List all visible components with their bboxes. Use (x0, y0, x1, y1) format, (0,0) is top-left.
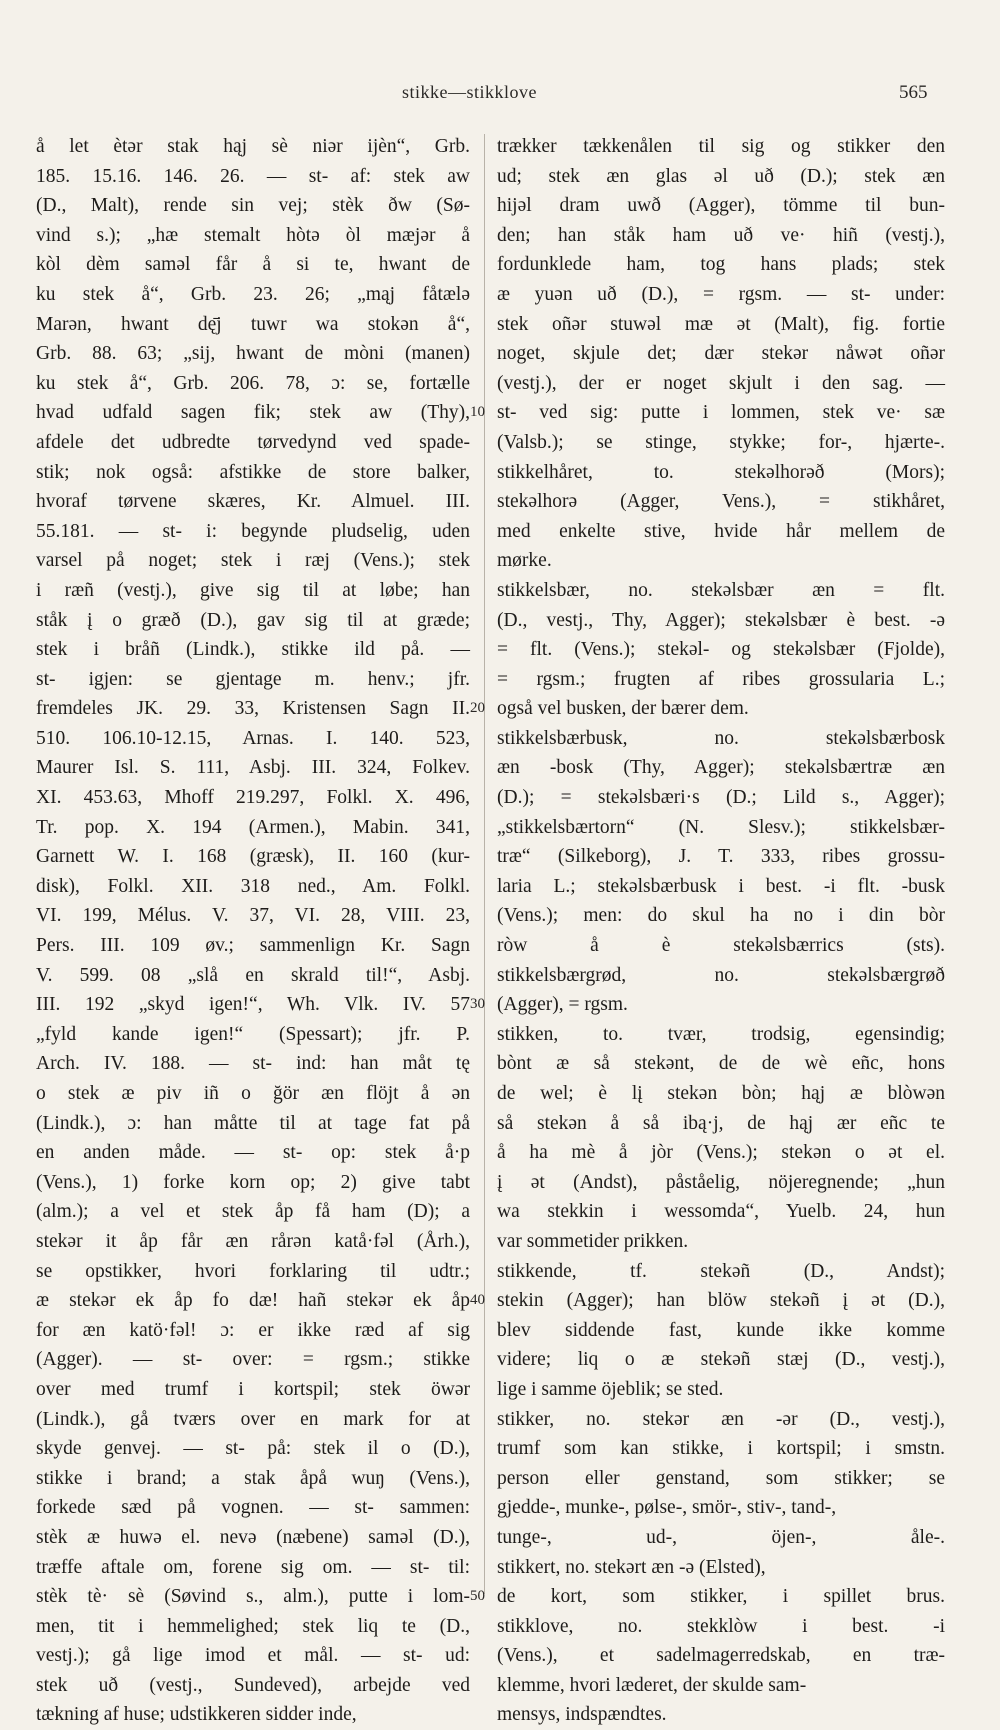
text-line: stikke i brand; a stak åpå wuŋ (Vens.), (36, 1467, 470, 1489)
text-line: vestj.); gå lige imod et mål. — st- ud: (36, 1645, 470, 1667)
text-line: (Vens.), et sadelmagerredskab, en træ- (497, 1645, 945, 1667)
text-line: stèk æ huwə el. nevə (næbene) saməl (D.), (36, 1526, 470, 1548)
text-line: stek uð (vestj., Sundeved), arbejde ved (36, 1674, 470, 1696)
text-line: ku stek å“, Grb. 23. 26; „mąj fåtælə (36, 283, 470, 305)
text-line: Maurer Isl. S. 111, Asbj. III. 324, Folkev. (36, 757, 470, 779)
text-line: stek oñər stuwəl mæ ət (Malt), fig. fortie (497, 313, 945, 335)
left-column (36, 132, 470, 1730)
text-line: tunge-, ud-, öjen-, åle-. (497, 1526, 945, 1548)
text-line: V. 599. 08 „slå en skrald til!“, Asbj. (36, 964, 470, 986)
running-title: stikke—stikklove (402, 82, 537, 102)
text-line: klemme, hvori læderet, der skulde sam- (497, 1674, 807, 1696)
text-line: over med trumf i kortspil; stek öwər (36, 1378, 470, 1400)
text-line: men, tit i hemmelighed; stek liq te (D., (36, 1615, 470, 1637)
text-line: (Agger). — st- over: = rgsm.; stikke (36, 1349, 470, 1371)
text-line: kòl dèm saməl får å si te, hwant de (36, 254, 470, 276)
page-number: 565 (899, 82, 928, 103)
line-number: 20 (470, 700, 485, 717)
text-line: stikkelsbærbusk, no. stekəlsbærbosk (497, 727, 945, 749)
text-line: æ stekər ek åp fo dæ! hañ stekər ek åp (36, 1290, 470, 1312)
text-line: VI. 199, Mélus. V. 37, VI. 28, VIII. 23, (36, 905, 470, 927)
text-line: (Valsb.); se stinge, stykke; for-, hjærte-. (497, 431, 945, 453)
text-line: den; han ståk ham uð ve· hiñ (vestj.), (497, 224, 945, 246)
text-line: stikklove, no. stekklòw i best. -i (497, 1615, 945, 1637)
text-line: laria L.; stekəlsbærbusk i best. -i flt. -busk (497, 875, 945, 897)
text-line: vind s.); „hæ stemalt hòtə òl mæjər å (36, 224, 470, 246)
text-line: hvoraf tørvene skæres, Kr. Almuel. III. (36, 491, 470, 513)
text-line: æ yuən uð (D.), = rgsm. — st- under: (497, 283, 945, 305)
text-line: = rgsm.; frugten af ribes grossularia L.; (497, 668, 945, 690)
text-line: 55.181. — st- i: begynde pludselig, uden (36, 520, 470, 542)
text-line: mørke. (497, 550, 552, 572)
text-line: træ“ (Silkeborg), J. T. 333, ribes grossu- (497, 846, 945, 868)
text-line: stik; nok også: afstikke de store balker, (36, 461, 470, 483)
text-line: ud; stek æn glas əl uð (D.); stek æn (497, 165, 945, 187)
text-line: stikkert, no. stekərt æn -ə (Elsted), (497, 1556, 766, 1578)
text-line: hvad udfald sagen fik; stek aw (Thy), (36, 402, 470, 424)
text-line: varsel på noget; stek i ræj (Vens.); stek (36, 550, 470, 572)
text-line: Tr. pop. X. 194 (Armen.), Mabin. 341, (36, 816, 470, 838)
text-line: fordunklede ham, tog hans plads; stek (497, 254, 945, 276)
text-line: o stek æ piv iñ o ğör æn flöjt å ən (36, 1083, 470, 1104)
text-line: i ræñ (vestj.), give sig til at løbe; han (36, 579, 470, 601)
text-line: (Agger), = rgsm. (497, 994, 628, 1016)
text-line: å let ètər stak hąj sè niər ijèn“, Grb. (36, 136, 470, 157)
text-line: de wel; è lį stekən bòn; hąj æ blòwən (497, 1083, 945, 1104)
text-line: stikken, to. tvær, trodsig, egensindig; (497, 1023, 945, 1045)
text-line: wa stekkin i wessomda“, Yuelb. 24, hun (497, 1201, 945, 1223)
text-line: (D., Malt), rende sin vej; stèk ðw (Sø- (36, 195, 470, 217)
text-line: 185. 15.16. 146. 26. — st- af: stek aw (36, 165, 470, 187)
text-line: stekər it åp får æn rårən katå·fəl (Årh.), (36, 1230, 470, 1252)
text-line: se opstikker, hvori forklaring til udtr.; (36, 1260, 470, 1282)
line-number: 10 (470, 404, 485, 421)
text-line: så stekən å så ibą·j, de hąj ær eñc te (497, 1112, 945, 1134)
text-line: stèk tè· sè (Søvind s., alm.), putte i lom- (36, 1586, 470, 1608)
right-column (497, 132, 945, 1730)
text-line: ståk į o græð (D.), gav sig til at græde; (36, 609, 470, 631)
text-line: (D., vestj., Thy, Agger); stekəlsbær è best. -ə (497, 609, 945, 631)
text-line: også vel busken, der bærer dem. (497, 698, 749, 720)
text-line: į ət (Andst), påståelig, nöjeregnende; „hun (497, 1171, 945, 1193)
text-line: stikkelsbær, no. stekəlsbær æn = flt. (497, 579, 945, 601)
text-line: „stikkelsbærtorn“ (N. Slesv.); stikkelsbær- (497, 816, 945, 838)
text-line: hijəl dram uwð (Agger), tömme til bun- (497, 195, 945, 217)
text-line: Arch. IV. 188. — st- ind: han måt tę (36, 1053, 470, 1075)
text-line: st- ved sig: putte i lommen, stek ve· sæ (497, 402, 945, 424)
text-line: videre; liq o æ stekəñ stæj (D., vestj.), (497, 1349, 945, 1371)
text-line: stikker, no. stekər æn -ər (D., vestj.), (497, 1408, 945, 1430)
text-line: st- igjen: se gjentage m. henv.; jfr. (36, 668, 470, 690)
text-line: træffe aftale om, forene sig om. — st- til: (36, 1556, 470, 1578)
text-line: forkede sæd på vognen. — st- sammen: (36, 1497, 470, 1519)
text-line: ku stek å“, Grb. 206. 78, ɔ: se, fortælle (36, 372, 470, 394)
text-line: „fyld kande igen!“ (Spessart); jfr. P. (36, 1023, 470, 1045)
text-line: Grb. 88. 63; „sij, hwant de mòni (manen) (36, 343, 470, 365)
line-number: 30 (470, 996, 485, 1013)
text-line: Garnett W. I. 168 (græsk), II. 160 (kur- (36, 846, 470, 868)
text-line: (Lindk.), gå tværs over en mark for at (36, 1408, 470, 1430)
text-line: bònt æ så stekənt, de de wè eñc, hons (497, 1053, 945, 1075)
text-line: blev siddende fast, kunde ikke komme (497, 1319, 945, 1341)
text-line: (vestj.), der er noget skjult i den sag. — (497, 372, 945, 394)
text-line: disk), Folkl. XII. 318 ned., Am. Folkl. (36, 875, 470, 897)
text-line: ròw å è stekəlsbærrics (sts). (497, 935, 945, 957)
page-header (0, 82, 1000, 112)
text-line: (D.); = stekəlsbæri·s (D.; Lild s., Agger); (497, 787, 945, 809)
text-line: III. 192 „skyd igen!“, Wh. Vlk. IV. 57 (36, 994, 470, 1016)
text-line: Marən, hwant dę̄j tuwr wa stokən å“, (36, 313, 470, 335)
text-line: skyde genvej. — st- på: stek il o (D.), (36, 1438, 470, 1460)
text-line: gjedde-, munke-, pølse-, smör-, stiv-, tand-, (497, 1497, 837, 1519)
text-line: de kort, som stikker, i spillet brus. (497, 1586, 945, 1608)
text-line: en anden måde. — st- op: stek å·p (36, 1142, 470, 1164)
text-line: noget, skjule det; dær stekər nåwət oñər (497, 343, 945, 365)
text-line: stikkelsbærgrød, no. stekəlsbærgrøð (497, 964, 945, 986)
text-line: Pers. III. 109 øv.; sammenlign Kr. Sagn (36, 935, 470, 957)
text-line: trækker tækkenålen til sig og stikker den (497, 136, 945, 157)
text-line: æn -bosk (Thy, Agger); stekəlsbærtræ æn (497, 757, 945, 779)
column-divider (484, 134, 485, 1594)
text-line: fremdeles JK. 29. 33, Kristensen Sagn II. (36, 698, 470, 720)
text-line: var sommetider prikken. (497, 1230, 689, 1252)
text-line: XI. 453.63, Mhoff 219.297, Folkl. X. 496, (36, 787, 470, 809)
text-line: lige i samme öjeblik; se sted. (497, 1378, 724, 1400)
text-line: = flt. (Vens.); stekəl- og stekəlsbær (Fjolde), (497, 639, 945, 661)
line-number: 40 (470, 1292, 485, 1309)
text-line: tækning af huse; udstikkeren sidder inde, (36, 1704, 357, 1726)
text-line: (Lindk.), ɔ: han måtte til at tage fat på (36, 1112, 470, 1134)
text-line: afdele det udbredte tørvedynd ved spade- (36, 431, 470, 453)
text-line: (Vens.), 1) forke korn op; 2) give tabt (36, 1171, 470, 1193)
text-line: stek i bråñ (Lindk.), stikke ild på. — (36, 639, 470, 661)
text-line: mensys, indspændtes. (497, 1704, 667, 1726)
text-line: stikkende, tf. stekəñ (D., Andst); (497, 1260, 945, 1282)
text-line: for æn katö·fəl! ɔ: er ikke ræd af sig (36, 1319, 470, 1341)
text-line: trumf som kan stikke, i kortspil; i smstn. (497, 1438, 945, 1460)
text-line: å ha mè å jòr (Vens.); stekən o ət el. (497, 1142, 945, 1164)
text-line: (alm.); a vel et stek åp få ham (D); a (36, 1201, 470, 1223)
text-line: (Vens.); men: do skul ha no i din bòr (497, 905, 945, 927)
text-line: stikkelhåret, to. stekəlhorəð (Mors); (497, 461, 945, 483)
text-line: stekəlhorə (Agger, Vens.), = stikhåret, (497, 491, 945, 513)
line-number: 50 (470, 1588, 485, 1605)
text-line: 510. 106.10-12.15, Arnas. I. 140. 523, (36, 727, 470, 749)
text-line: person eller genstand, som stikker; se (497, 1467, 945, 1489)
text-line: med enkelte stive, hvide hår mellem de (497, 520, 945, 542)
text-line: stekin (Agger); han blöw stekəñ į ət (D.), (497, 1290, 945, 1312)
